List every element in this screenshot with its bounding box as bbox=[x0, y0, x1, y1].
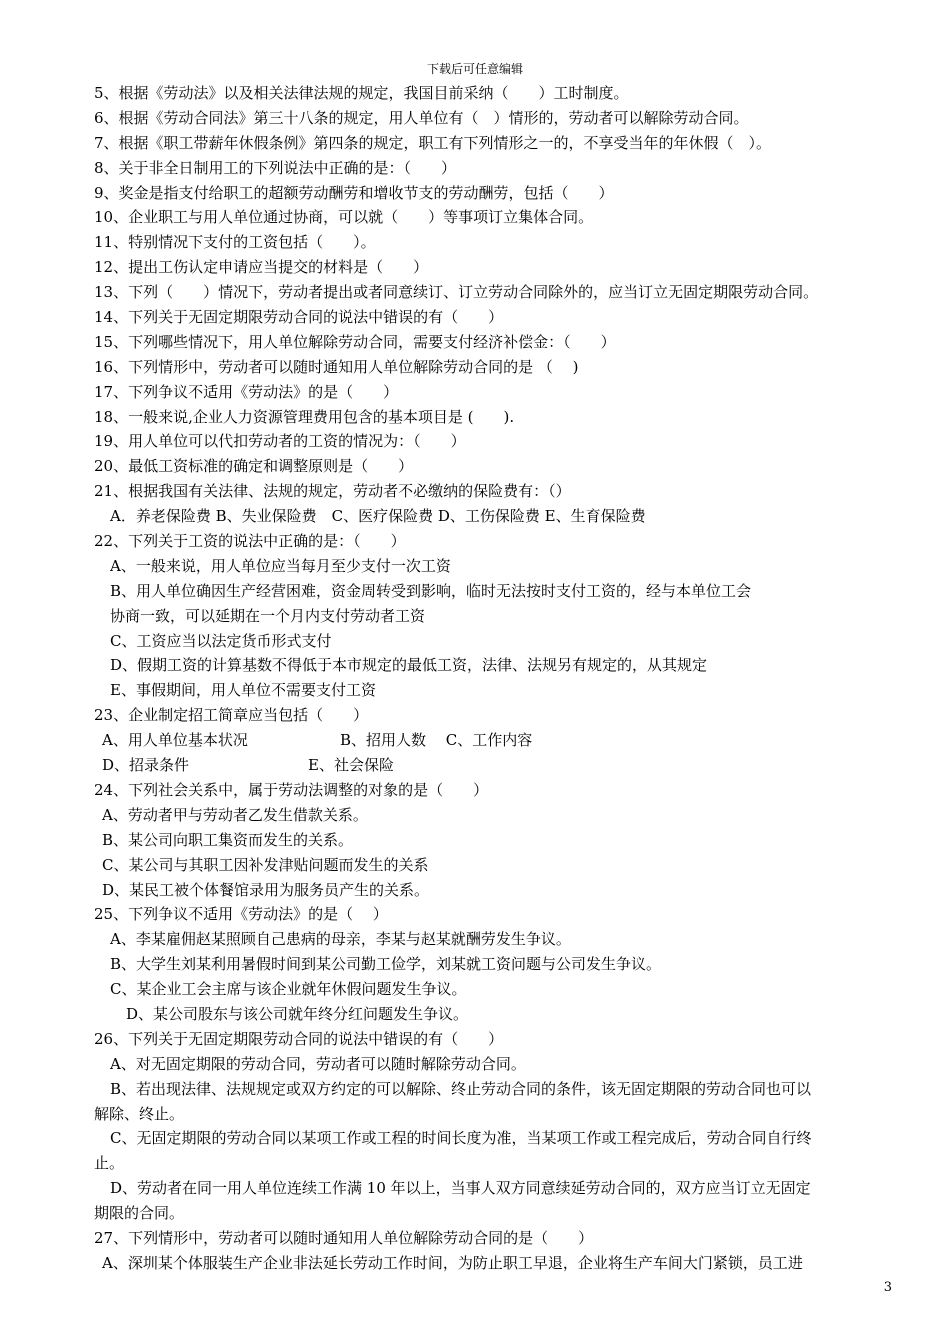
question-22-option-d: D、假期工资的计算基数不得低于本市规定的最低工资，法律、法规另有规定的，从其规定 bbox=[110, 656, 708, 675]
question-7: 7、根据《职工带薪年休假条例》第四条的规定，职工有下列情形之一的，不享受当年的年休假（ ）。 bbox=[94, 133, 772, 152]
question-22-option-b-cont: 协商一致，可以延期在一个月内支付劳动者工资 bbox=[110, 606, 426, 625]
question-23-options-row-2 bbox=[94, 753, 894, 778]
document-body bbox=[94, 81, 894, 1276]
question-26-option-d-cont: 期限的合同。 bbox=[94, 1204, 185, 1223]
question-9: 9、奖金是指支付给职工的超额劳动酬劳和增收节支的劳动酬劳，包括（ ） bbox=[94, 183, 614, 202]
question-27: 27、下列情形中，劳动者可以随时通知用人单位解除劳动合同的是（ ） bbox=[94, 1228, 594, 1247]
question-26-option-b: B、若出现法律、法规规定或双方约定的可以解除、终止劳动合同的条件，该无固定期限的劳动合同也可以 bbox=[110, 1079, 812, 1098]
question-25-option-b: B、大学生刘某利用暑假时间到某公司勤工俭学，刘某就工资问题与公司发生争议。 bbox=[110, 955, 662, 974]
page-number: 3 bbox=[883, 1280, 892, 1295]
question-15: 15、下列哪些情况下，用人单位解除劳动合同，需要支付经济补偿金：（ ） bbox=[94, 332, 616, 351]
question-23: 23、企业制定招工简章应当包括（ ） bbox=[94, 706, 369, 725]
question-6: 6、根据《劳动合同法》第三十八条的规定，用人单位有（ ）情形的，劳动者可以解除劳动合同。 bbox=[94, 108, 749, 127]
question-27-option-a: A、深圳某个体服装生产企业非法延长劳动工作时间，为防止职工早退，企业将生产车间大门紧锁，员工进 bbox=[102, 1253, 803, 1272]
question-25: 25、下列争议不适用《劳动法》的是（ ） bbox=[94, 905, 388, 924]
question-23-options-row-1 bbox=[94, 728, 894, 753]
question-18: 18、一般来说,企业人力资源管理费用包含的基本项目是 ( ). bbox=[94, 407, 515, 426]
question-14: 14、下列关于无固定期限劳动合同的说法中错误的有（ ） bbox=[94, 308, 504, 327]
question-25-option-d: D、某公司股东与该公司就年终分红问题发生争议。 bbox=[126, 1004, 469, 1023]
question-26-option-a: A、对无固定期限的劳动合同，劳动者可以随时解除劳动合同。 bbox=[110, 1054, 526, 1073]
question-26: 26、下列关于无固定期限劳动合同的说法中错误的有（ ） bbox=[94, 1029, 504, 1048]
question-22-option-c: C、工资应当以法定货币形式支付 bbox=[110, 631, 332, 650]
page-header: 下载后可任意编辑 bbox=[426, 62, 523, 76]
question-22-option-a: A、一般来说，用人单位应当每月至少支付一次工资 bbox=[110, 556, 451, 575]
question-16: 16、下列情形中，劳动者可以随时通知用人单位解除劳动合同的是 （ ) bbox=[94, 357, 579, 376]
question-26-option-c: C、无固定期限的劳动合同以某项工作或工程的时间长度为准，当某项工作或工程完成后，劳动合同自行终 bbox=[110, 1129, 812, 1148]
question-13: 13、下列（ ）情况下，劳动者提出或者同意续订、订立劳动合同除外的，应当订立无固定期限劳动合同。 bbox=[94, 283, 819, 302]
question-23-option-d: D、招录条件 bbox=[102, 756, 190, 775]
question-21-options: A．养老保险费 B、失业保险费 C、医疗保险费 D、工伤保险费 E、生育保险费 bbox=[110, 507, 646, 526]
question-11: 11、特别情况下支付的工资包括（ ）。 bbox=[94, 233, 376, 252]
question-23-option-e: E、社会保险 bbox=[308, 756, 394, 775]
question-24-option-c: C、某公司与其职工因补发津贴问题而发生的关系 bbox=[102, 855, 429, 874]
question-22: 22、下列关于工资的说法中正确的是：（ ） bbox=[94, 532, 406, 551]
question-24-option-a: A、劳动者甲与劳动者乙发生借款关系。 bbox=[102, 805, 368, 824]
question-23-option-bc: B、招用人数 C、工作内容 bbox=[340, 731, 533, 750]
question-19: 19、用人单位可以代扣劳动者的工资的情况为：（ ） bbox=[94, 432, 466, 451]
question-23-option-a: A、用人单位基本状况 bbox=[102, 731, 248, 750]
question-21: 21、根据我国有关法律、法规的规定，劳动者不必缴纳的保险费有：（） bbox=[94, 482, 571, 501]
question-25-option-c: C、某企业工会主席与该企业就年休假问题发生争议。 bbox=[110, 980, 467, 999]
question-17: 17、下列争议不适用《劳动法》的是（ ） bbox=[94, 382, 399, 401]
question-25-option-a: A、李某雇佣赵某照顾自己患病的母亲，李某与赵某就酬劳发生争议。 bbox=[110, 930, 571, 949]
question-26-option-c-cont: 止。 bbox=[94, 1154, 125, 1173]
question-24-option-d: D、某民工被个体餐馆录用为服务员产生的关系。 bbox=[102, 880, 430, 899]
question-26-option-d: D、劳动者在同一用人单位连续工作满 10 年以上，当事人双方同意续延劳动合同的，双方应当订立无固定 bbox=[110, 1179, 811, 1198]
question-22-option-e: E、事假期间，用人单位不需要支付工资 bbox=[110, 681, 376, 700]
question-24: 24、下列社会关系中，属于劳动法调整的对象的是（ ） bbox=[94, 780, 489, 799]
question-10: 10、企业职工与用人单位通过协商，可以就（ ）等事项订立集体合同。 bbox=[94, 208, 594, 227]
question-26-option-b-cont: 解除、终止。 bbox=[94, 1104, 185, 1123]
question-8: 8、关于非全日制用工的下列说法中正确的是：（ ） bbox=[94, 158, 457, 177]
question-24-option-b: B、某公司向职工集资而发生的关系。 bbox=[102, 830, 354, 849]
question-5: 5、根据《劳动法》以及相关法律法规的规定，我国目前采纳（ ）工时制度。 bbox=[94, 84, 629, 102]
question-22-option-b: B、用人单位确因生产经营困难，资金周转受到影响，临时无法按时支付工资的，经与本单位工会 bbox=[110, 581, 752, 600]
question-12: 12、提出工伤认定申请应当提交的材料是（ ） bbox=[94, 258, 429, 277]
question-20: 20、最低工资标准的确定和调整原则是（ ） bbox=[94, 457, 414, 476]
